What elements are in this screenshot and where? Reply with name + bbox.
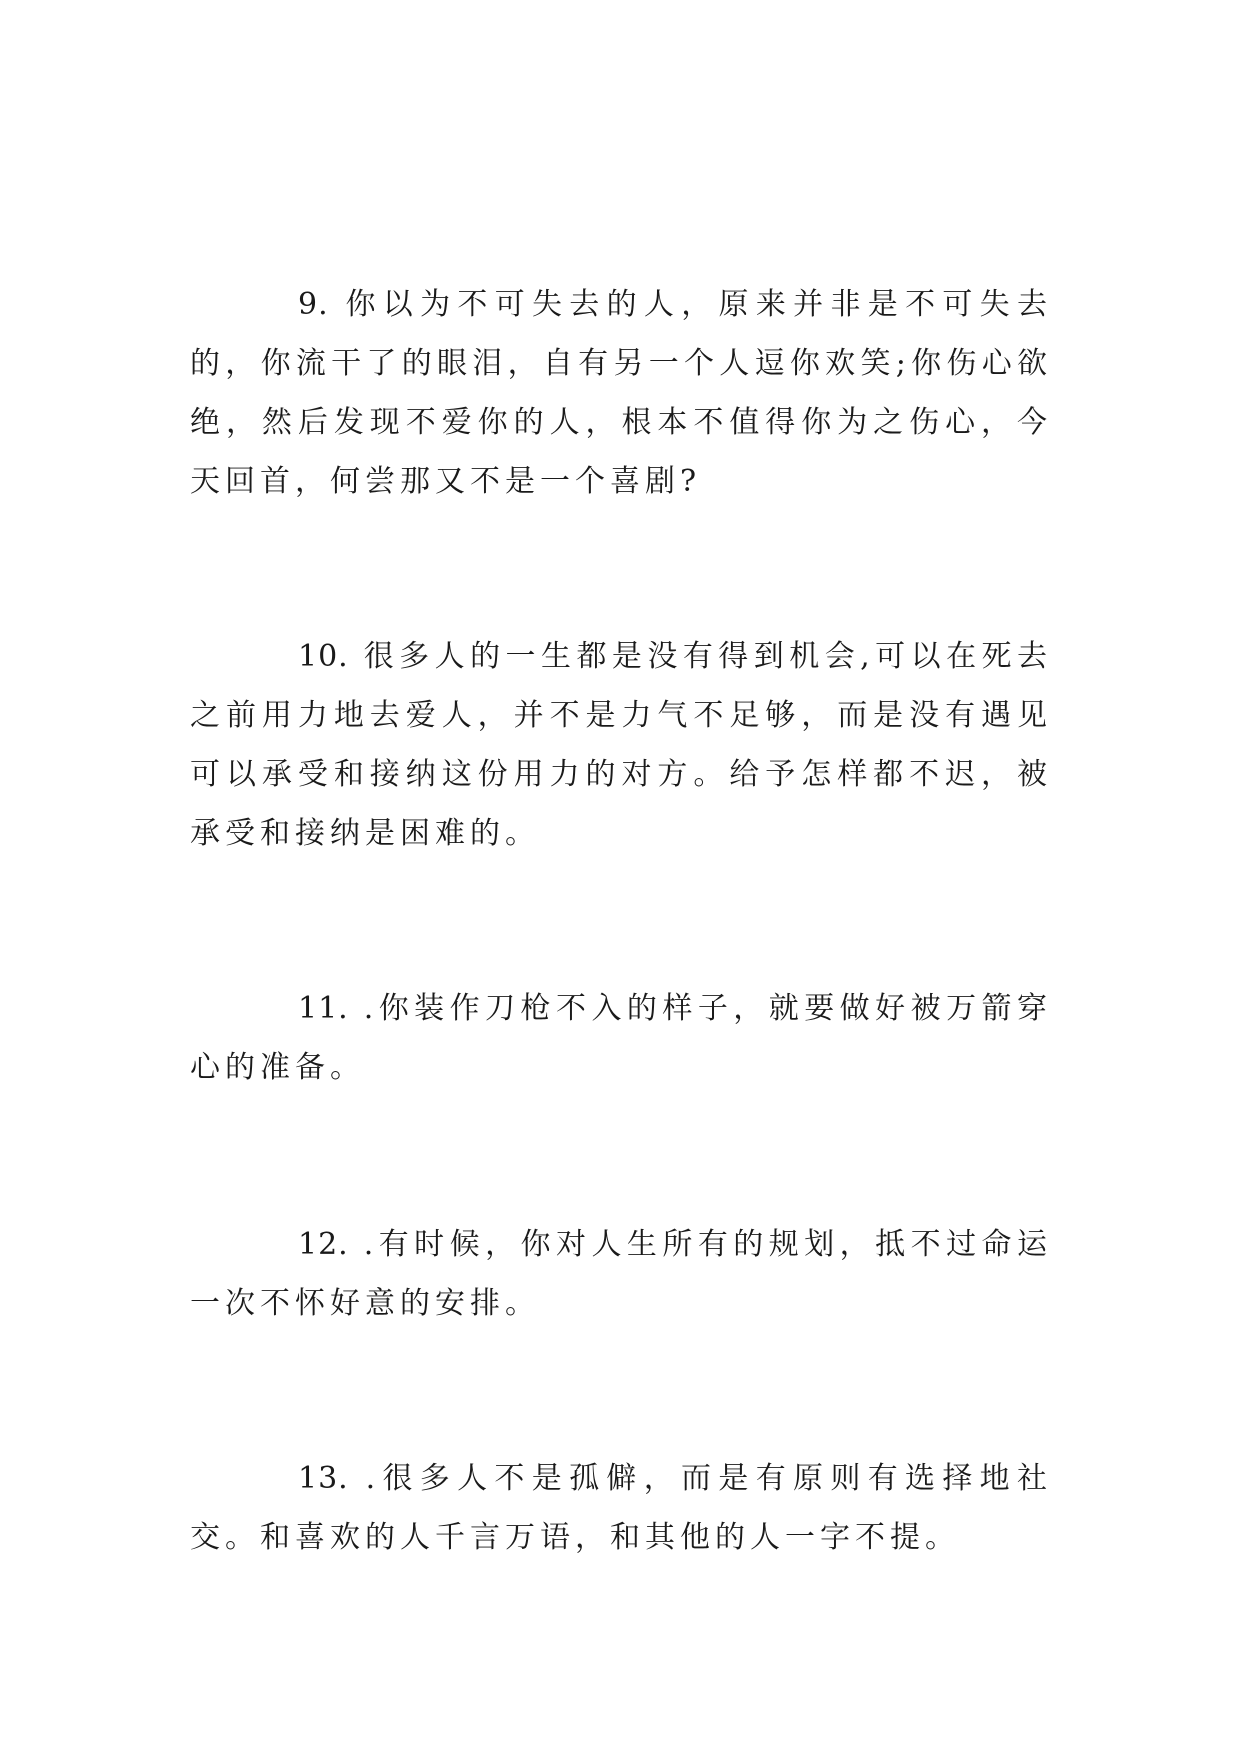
paragraph-11 (190, 979, 1052, 1097)
paragraph-number: 13. (298, 1461, 349, 1496)
paragraph-text: 很多人的一生都是没有得到机会,可以在死去之前用力地去爱人，并不是力气不足够，而是没有遇见可以承受和接纳这份用力的对方。给予怎样都不迟，被承受和接纳是困难的。 (190, 639, 1052, 851)
paragraph-text: .有时候，你对人生所有的规划，抵不过命运一次不怀好意的安排。 (190, 1227, 1052, 1321)
paragraph-10 (190, 627, 1052, 863)
paragraph-12 (190, 1215, 1052, 1333)
paragraph-13 (190, 1449, 1052, 1567)
paragraph-number: 11. (298, 991, 349, 1026)
paragraph-text: .很多人不是孤僻，而是有原则有选择地社交。和喜欢的人千言万语，和其他的人一字不提。 (190, 1461, 1052, 1555)
paragraph-number: 12. (298, 1227, 349, 1262)
paragraph-number: 9. (298, 287, 329, 322)
paragraph-text: .你装作刀枪不入的样子，就要做好被万箭穿心的准备。 (190, 991, 1052, 1085)
paragraph-number: 10. (298, 639, 349, 674)
paragraph-text: 你以为不可失去的人，原来并非是不可失去的，你流干了的眼泪，自有另一个人逗你欢笑;你伤心欲绝，然后发现不爱你的人，根本不值得你为之伤心，今天回首，何尝那又不是一个喜剧? (190, 287, 1052, 499)
paragraph-9 (190, 275, 1052, 511)
